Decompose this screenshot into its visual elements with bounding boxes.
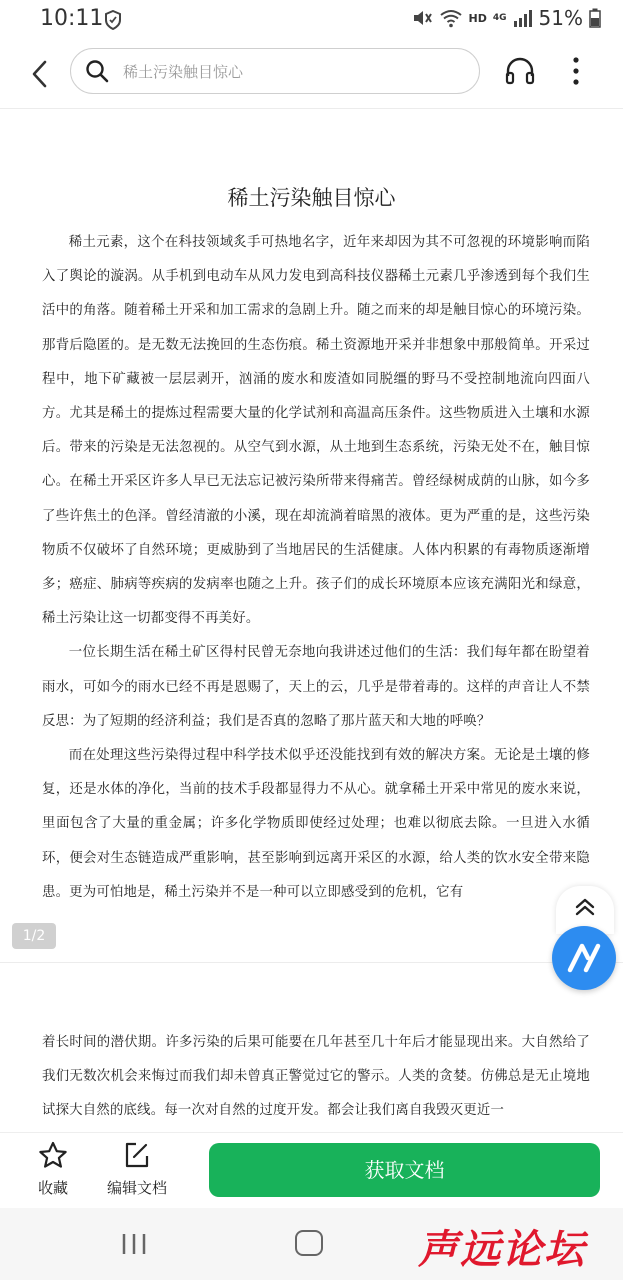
hd-label: HD: [468, 11, 487, 25]
search-icon: [85, 59, 109, 83]
wifi-icon: [439, 8, 463, 28]
edit-icon: [122, 1141, 152, 1169]
favorite-button[interactable]: [26, 1141, 80, 1198]
signal-icon: [513, 9, 533, 27]
edit-document-label: 编辑文档: [106, 1179, 167, 1197]
battery-icon: [589, 8, 601, 28]
recent-apps-icon[interactable]: [120, 1232, 148, 1256]
page-separator: [0, 962, 623, 963]
ai-assistant-icon: [552, 926, 616, 990]
watermark-logo: 声远论坛: [418, 1227, 586, 1273]
favorite-label: 收藏: [37, 1179, 68, 1197]
header: [0, 44, 623, 106]
network-label: 4G: [492, 12, 507, 23]
edit-document-button[interactable]: [100, 1141, 174, 1198]
ai-assistant-button[interactable]: [552, 926, 616, 990]
document-title: 稀土污染触目惊心: [227, 186, 396, 210]
shield-icon: [104, 10, 122, 30]
search-box[interactable]: [70, 48, 480, 94]
get-document-button[interactable]: 获取文档: [209, 1143, 600, 1197]
header-divider: [0, 108, 623, 109]
document-body: [42, 226, 590, 910]
document-page-2: [42, 1026, 590, 1129]
status-icons: [411, 6, 601, 30]
more-vertical-icon[interactable]: [566, 56, 586, 86]
paragraph: 着长时间的潜伏期。许多污染的后果可能要在几年甚至几十年后才能显现出来。大自然给了我们无数次机会来悔过而我们却未曾真正警觉过它的警示。人类的贪婪。仿佛总是无止境地试探大自然的底线。每一次对自然的过度开发。都会让我们离自我毁灭更近一: [42, 1035, 590, 1119]
system-nav-bar: [0, 1208, 623, 1280]
search-input[interactable]: [121, 49, 465, 95]
paragraph: 而在处理这些污染得过程中科学技术似乎还没能找到有效的解决方案。无论是土壤的修复，还是水体的净化，当前的技术手段都显得力不从心。就拿稀土开采中常见的废水来说，里面包含了大量的重金属；许多化学物质即使经过处理；也难以彻底去除。一旦进入水循环，便会对生态链造成严重影响，甚至影响到远离开采区的水源，给人类的饮水安全带来隐患。更为可怕地是，稀土污染并不是一种可以立即感受到的危机，它有: [42, 748, 590, 900]
mute-icon: [411, 8, 433, 28]
back-arrow-icon[interactable]: [26, 58, 54, 90]
paragraph: 一位长期生活在稀土矿区得村民曾无奈地向我讲述过他们的生活：我们每年都在盼望着雨水，可如今的雨水已经不再是恩赐了，天上的云，几乎是带着毒的。这样的声音让人不禁反思：为了短期的经济利益；我们是否真的忽略了那片蓝天和大地的呼唤？: [42, 645, 590, 729]
status-bar: [0, 0, 623, 40]
star-icon: [38, 1141, 68, 1169]
home-icon[interactable]: [295, 1230, 323, 1256]
headphone-icon[interactable]: [504, 56, 536, 86]
status-time: 10:11: [40, 6, 104, 31]
action-bar: [0, 1132, 623, 1209]
double-chevron-up-icon: [556, 886, 614, 926]
paragraph: 稀土元素，这个在科技领域炙手可热地名字，近年来却因为其不可忽视的环境影响而陷入了舆论的漩涡。从手机到电动车从风力发电到高科技仪器稀土元素几乎渗透到每个我们生活中的角落。随着稀土开采和加工需求的急剧上升。随之而来的却是触目惊心的环境污染。那背后隐匿的。是无数无法挽回的生态伤痕。稀土资源地开采并非想象中那般简单。开采过程中，地下矿藏被一层层剥开，汹涌的废水和废渣如同脱缰的野马不受控制地流向四面八方。尤其是稀土的提炼过程需要大量的化学试剂和高温高压条件。这些物质进入土壤和水源后。带来的污染是无法忽视的。从空气到水源，从土地到生态系统，污染无处不在，触目惊心。在稀土开采区许多人早已无法忘记被污染所带来得痛苦。曾经绿树成荫的山脉，如今多了些许焦土的色泽。曾经清澈的小溪，现在却流淌着暗黑的液体。更为严重的是，这些污染物质不仅破坏了自然环境；更威胁到了当地居民的生活健康。人体内积累的有毒物质逐渐增多；癌症、肺病等疾病的发病率也随之上升。孩子们的成长环境原本应该充满阳光和绿意，稀土污染让这一切都变得不再美好。: [42, 235, 590, 627]
battery-percent: 51%: [538, 6, 583, 30]
page-indicator: 1/2: [12, 923, 56, 949]
